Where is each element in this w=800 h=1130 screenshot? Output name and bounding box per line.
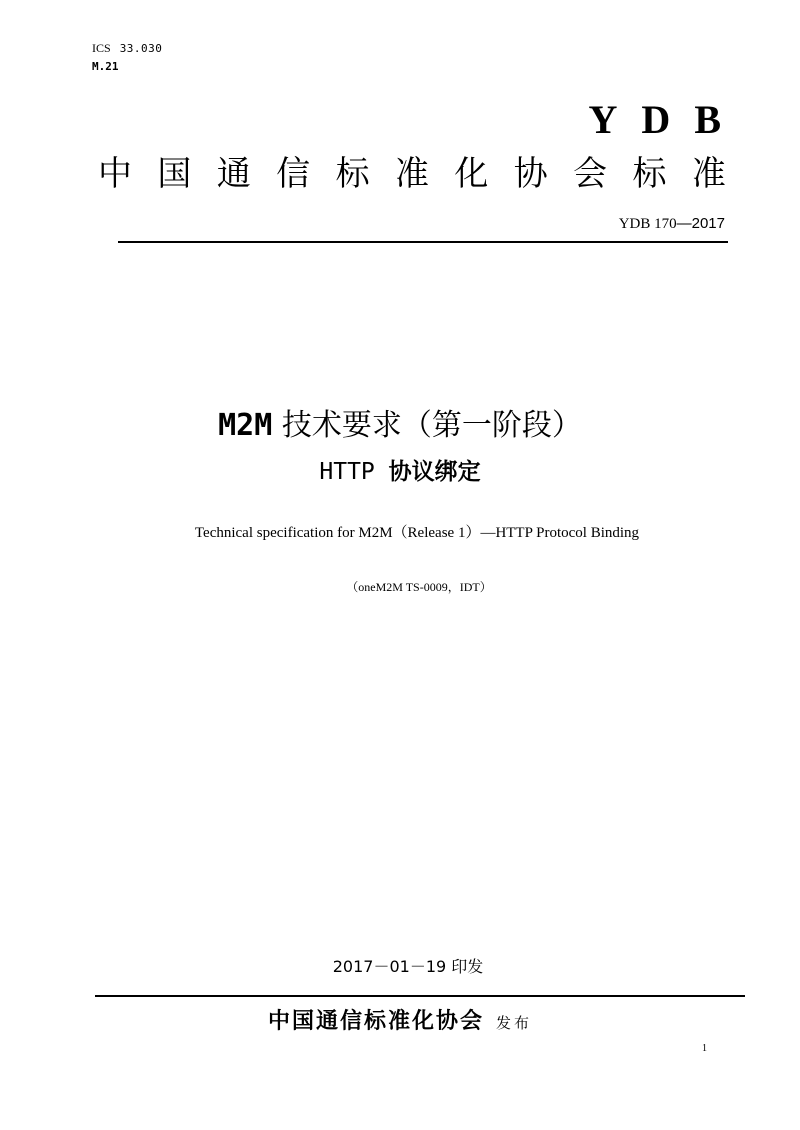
ics-classification [92, 40, 162, 57]
org-title-char: 准 [691, 154, 726, 194]
org-title-char: 中 [98, 154, 132, 194]
ccs-code: M.21 [92, 60, 119, 73]
publisher [0, 1006, 800, 1039]
header-divider [118, 241, 728, 243]
document-title-en: Technical specification for M2M（Release 1）—HTTP Protocol Binding [194, 525, 640, 541]
subtitle-cn-main: 协议绑定 [388, 459, 481, 485]
standard-number-prefix: YDB 170 [618, 216, 677, 232]
org-title-char: 协 [513, 154, 548, 194]
org-title-char: 化 [454, 154, 489, 194]
document-subtitle-cn [0, 456, 800, 488]
page-number: 1 [702, 1043, 707, 1054]
org-title-char: 信 [276, 154, 311, 194]
org-title-char: 准 [394, 154, 429, 194]
footer-divider [95, 995, 745, 997]
org-title-char: 标 [335, 154, 370, 194]
org-title-char: 会 [573, 154, 608, 194]
organization-standard-title [97, 150, 727, 198]
standard-mark-letter: D [641, 97, 695, 142]
org-title-char: 通 [216, 154, 251, 194]
org-title-char: 标 [632, 154, 667, 194]
document-title-cn [0, 405, 800, 447]
ics-label: ICS [92, 41, 111, 55]
org-title-char: 国 [157, 154, 192, 194]
standard-number-year: —2017 [676, 215, 725, 232]
standard-number [619, 214, 725, 234]
print-date: 2017－01－19 印发 [332, 957, 484, 976]
ics-number: 33.030 [119, 42, 163, 55]
standard-mark [589, 96, 745, 144]
adoption-note: （oneM2M TS-0009，IDT） [346, 580, 492, 594]
publisher-org: 中国通信标准化协会 [267, 1009, 484, 1034]
standard-mark-letter: B [694, 97, 745, 142]
publisher-verb: 发布 [496, 1014, 533, 1032]
subtitle-cn-prefix: HTTP [319, 459, 389, 485]
standard-mark-letter: Y [588, 97, 642, 142]
title-cn-main: 技术要求（第一阶段） [272, 408, 582, 443]
title-cn-prefix: M2M [218, 408, 273, 443]
